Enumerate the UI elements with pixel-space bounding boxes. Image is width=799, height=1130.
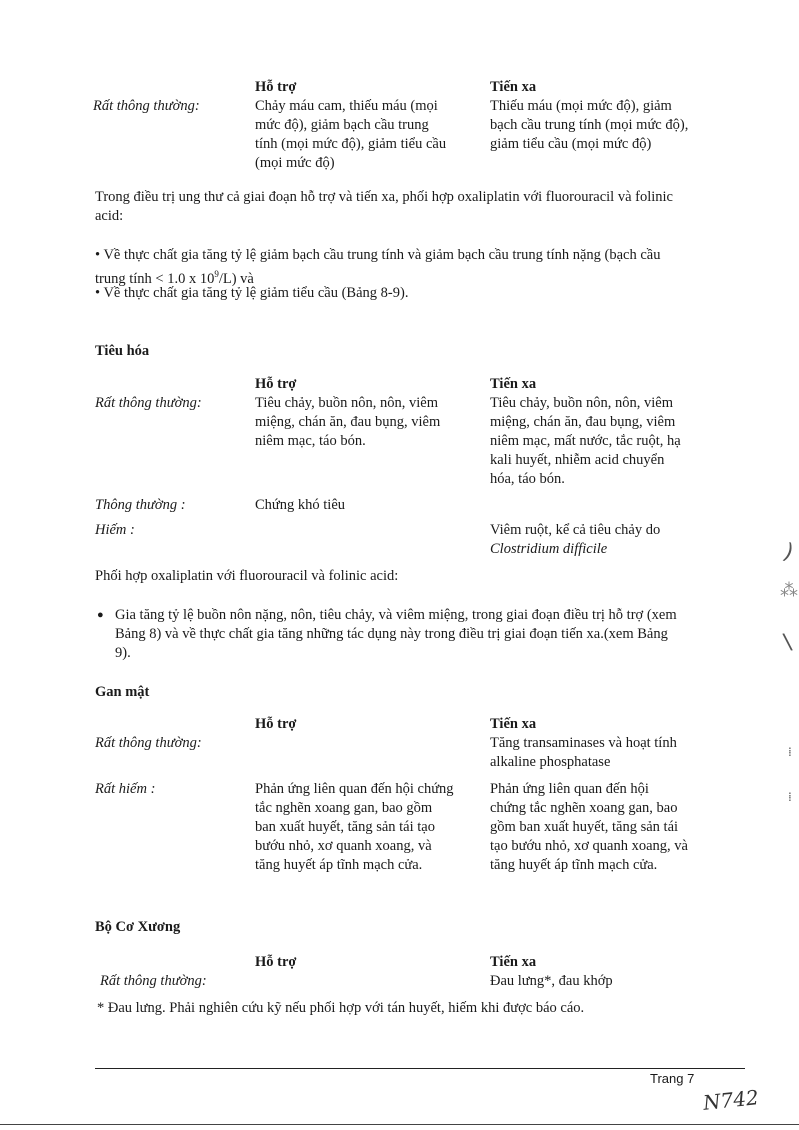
blood-intro-paragraph: Trong điều trị ung thư cả giai đoạn hỗ trợ và tiến xa, phối hợp oxaliplatin với fluorouracil và folinic bbox=[95, 189, 673, 205]
blood-bullet-1: • Về thực chất gia tăng tỷ lệ giảm bạch cầu trung tính và giảm bạch cầu trung tính nặng (bạch cầu bbox=[95, 247, 661, 263]
liver-rare-support-line: Phản ứng liên quan đến hội chứng bbox=[255, 781, 454, 797]
liver-rare-support-line: ban xuất huyết, tăng sản tái tạo bbox=[255, 819, 435, 835]
digestive-combo-bullet: Gia tăng tỷ lệ buồn nôn nặng, nôn, tiêu chảy, và viêm miệng, trong giai đoạn điều trị hỗ trợ (xem bbox=[115, 607, 677, 623]
frequency-label-very-common: Rất thông thường: bbox=[95, 735, 202, 751]
digestive-advanced-line: niêm mạc, mất nước, tắc ruột, hạ bbox=[490, 433, 681, 449]
scan-artifact-mark: ⁞ bbox=[788, 790, 792, 804]
digestive-combo-intro: Phối hợp oxaliplatin với fluorouracil và folinic acid: bbox=[95, 568, 399, 584]
blood-advanced-line: bạch cầu trung tính (mọi mức độ), bbox=[490, 117, 689, 133]
scan-artifact-mark: ) bbox=[779, 539, 797, 566]
blood-support-line: mức độ), giảm bạch cầu trung bbox=[255, 117, 429, 133]
digestive-combo-bullet: 9). bbox=[115, 645, 131, 661]
scan-artifact-mark: \ bbox=[781, 629, 794, 656]
digestive-common-support: Chứng khó tiêu bbox=[255, 497, 346, 513]
footnote: * Đau lưng. Phải nghiên cứu kỹ nếu phối hợp với tán huyết, hiếm khi được báo cáo. bbox=[97, 1000, 585, 1016]
blood-support-line: (mọi mức độ) bbox=[255, 155, 335, 171]
liver-rare-advanced-line: tạo bướu nhỏ, xơ quanh xoang, và bbox=[490, 838, 688, 854]
col-header-support: Hỗ trợ bbox=[255, 716, 297, 732]
col-header-advanced: Tiến xa bbox=[490, 79, 537, 95]
blood-bullet-2: • Về thực chất gia tăng tỷ lệ giảm tiểu cầu (Bảng 8-9). bbox=[95, 285, 409, 301]
col-header-support: Hỗ trợ bbox=[255, 79, 297, 95]
blood-intro-paragraph-cont: acid: bbox=[95, 208, 124, 224]
blood-bullet-1-cont: trung tính < 1.0 x $10^9/L$) và bbox=[95, 269, 254, 287]
liver-rare-advanced-line: chứng tắc nghẽn xoang gan, bao bbox=[490, 800, 678, 816]
handwritten-signature: N742 bbox=[701, 1085, 760, 1115]
footer-rule bbox=[95, 1068, 745, 1069]
liver-rare-support-line: bướu nhỏ, xơ quanh xoang, và bbox=[255, 838, 432, 854]
section-heading-digestive: Tiêu hóa bbox=[95, 343, 150, 359]
blood-advanced-line: Thiếu máu (mọi mức độ), giảm bbox=[490, 98, 672, 114]
liver-advanced-line: Tăng transaminases và hoạt tính bbox=[490, 735, 677, 751]
col-header-advanced: Tiến xa bbox=[490, 716, 537, 732]
digestive-support-line: miệng, chán ăn, đau bụng, viêm bbox=[255, 414, 441, 430]
digestive-advanced-line: Tiêu chảy, buồn nôn, nôn, viêm bbox=[490, 395, 673, 411]
digestive-support-line: Tiêu chảy, buồn nôn, nôn, viêm bbox=[255, 395, 438, 411]
liver-rare-advanced-line: gồm ban xuất huyết, tăng sản tái bbox=[490, 819, 679, 835]
frequency-label-very-common: Rất thông thường: bbox=[100, 973, 207, 989]
digestive-rare-advanced-cont: Clostridium difficile bbox=[490, 541, 608, 557]
liver-rare-advanced-line: Phản ứng liên quan đến hội bbox=[490, 781, 649, 797]
section-heading-liver: Gan mật bbox=[95, 684, 150, 700]
frequency-label-very-rare: Rất hiếm : bbox=[95, 781, 156, 797]
liver-rare-advanced-line: tăng huyết áp tĩnh mạch cửa. bbox=[490, 857, 658, 873]
frequency-label-very-common: Rất thông thường: bbox=[93, 98, 200, 114]
musculo-advanced: Đau lưng*, đau khớp bbox=[490, 973, 613, 989]
col-header-advanced: Tiến xa bbox=[490, 954, 537, 970]
scan-artifact-mark: ⁞ bbox=[788, 745, 792, 759]
col-header-advanced: Tiến xa bbox=[490, 376, 537, 392]
liver-rare-support-line: tăng huyết áp tĩnh mạch cửa. bbox=[255, 857, 423, 873]
col-header-support: Hỗ trợ bbox=[255, 376, 297, 392]
bullet-dot: ● bbox=[97, 609, 104, 621]
scan-artifact-mark: ⁂ bbox=[780, 580, 798, 601]
frequency-label-common: Thông thường : bbox=[95, 497, 186, 513]
blood-advanced-line: giảm tiểu cầu (mọi mức độ) bbox=[490, 136, 652, 152]
col-header-support: Hỗ trợ bbox=[255, 954, 297, 970]
frequency-label-rare: Hiếm : bbox=[95, 522, 135, 538]
digestive-rare-advanced: Viêm ruột, kể cả tiêu chảy do bbox=[490, 522, 661, 538]
digestive-advanced-line: miệng, chán ăn, đau bụng, viêm bbox=[490, 414, 676, 430]
page-number: Trang 7 bbox=[650, 1071, 695, 1086]
digestive-combo-bullet: Bảng 8) và về thực chất gia tăng những tác dụng này trong điều trị giai đoạn tiến xa.(xem Bảng bbox=[115, 626, 668, 642]
digestive-advanced-line: hóa, táo bón. bbox=[490, 471, 565, 487]
section-heading-musculoskeletal: Bộ Cơ Xương bbox=[95, 919, 181, 935]
digestive-advanced-line: kali huyết, nhiễm acid chuyển bbox=[490, 452, 665, 468]
liver-rare-support-line: tắc nghẽn xoang gan, bao gồm bbox=[255, 800, 433, 816]
blood-support-line: tính (mọi mức độ), giảm tiểu cầu bbox=[255, 136, 447, 152]
digestive-support-line: niêm mạc, táo bón. bbox=[255, 433, 366, 449]
page-bottom-edge bbox=[0, 1124, 799, 1125]
blood-support-line: Chảy máu cam, thiếu máu (mọi bbox=[255, 98, 438, 114]
frequency-label-very-common: Rất thông thường: bbox=[95, 395, 202, 411]
liver-advanced-line: alkaline phosphatase bbox=[490, 754, 611, 770]
